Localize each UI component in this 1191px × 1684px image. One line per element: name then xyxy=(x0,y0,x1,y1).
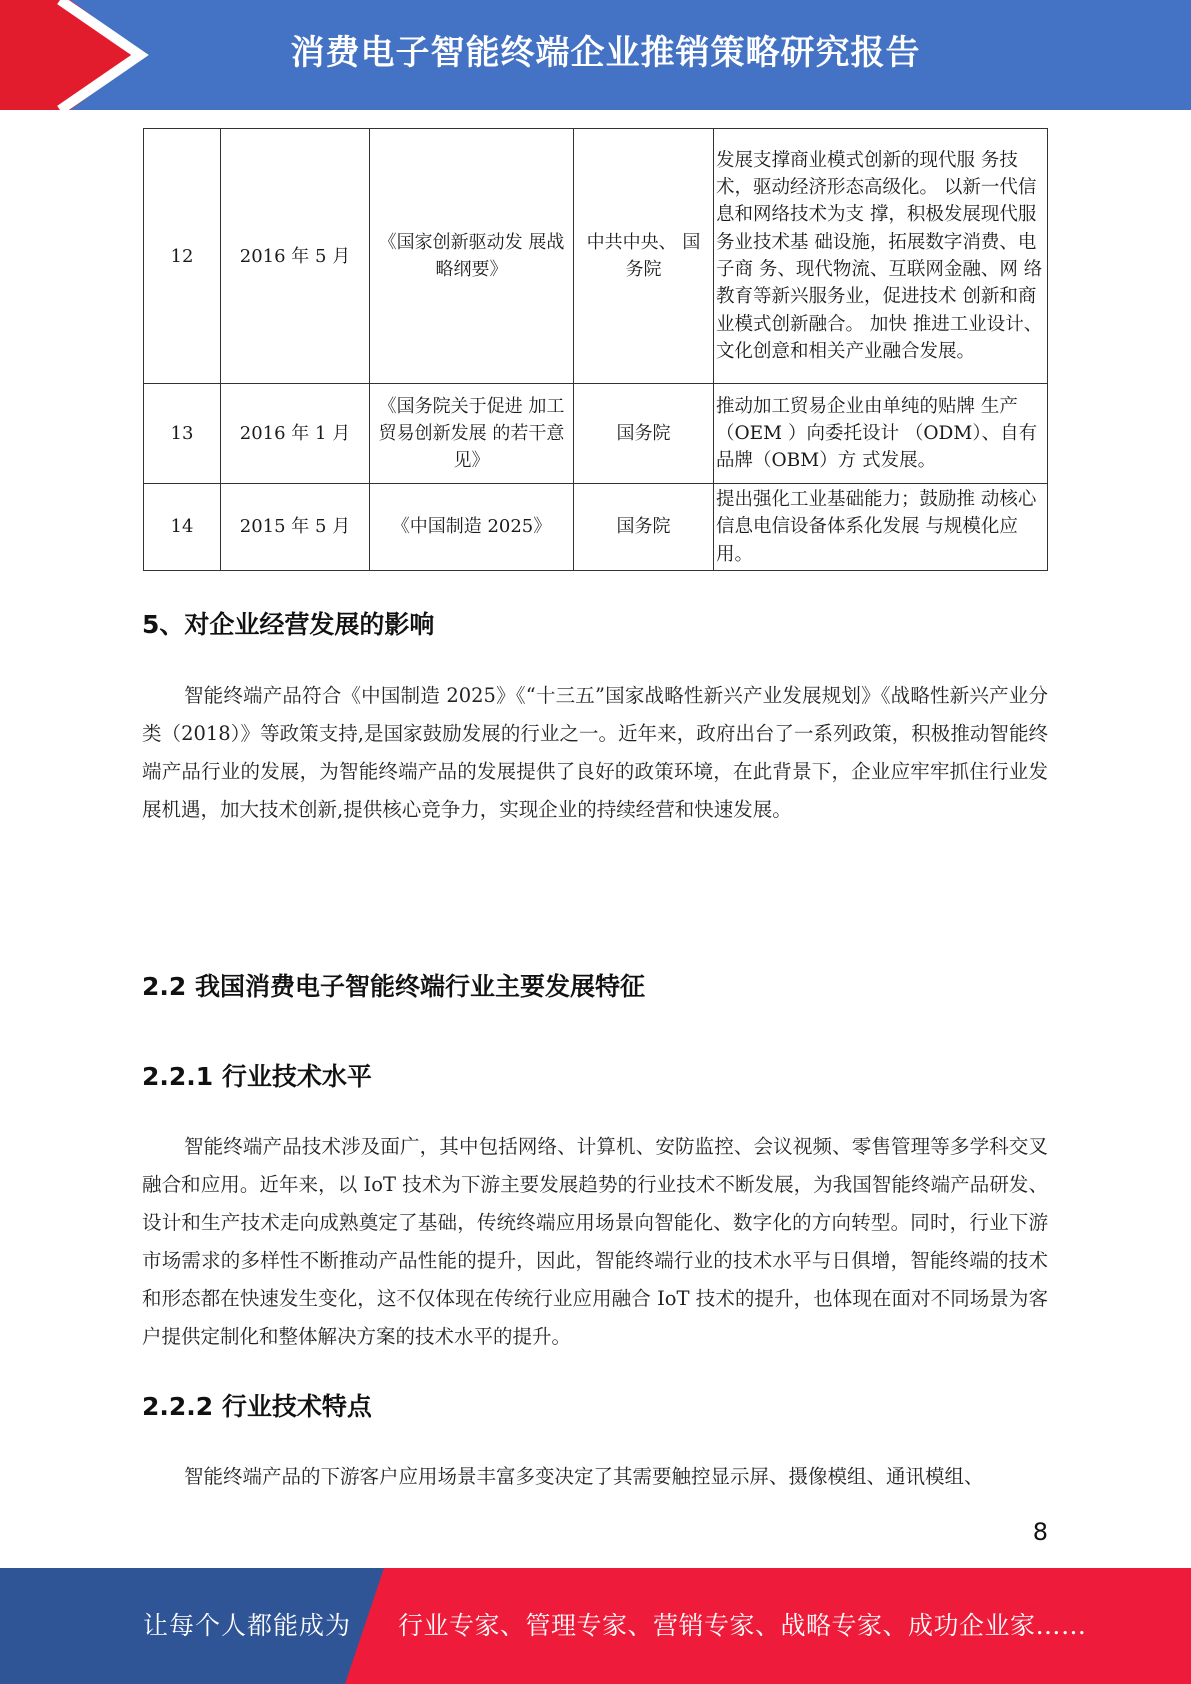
footer-slogan-right: 行业专家、管理专家、营销专家、战略专家、成功企业家…… xyxy=(398,1611,1087,1640)
section-heading: 2.2 我国消费电子智能终端行业主要发展特征 xyxy=(142,972,645,1001)
section-paragraph: 智能终端产品符合《中国制造 2025》《“十三五”国家战略性新兴产业发展规划》《战略性新兴产业分类（2018）》等政策支持,是国家鼓励发展的行业之一。近年来，政府出台了一系列政策，积极推动智能终端产品行业的发展，为智能终端产品的发展提供了良好的政策环境，在此背景下，企业应牢牢抓住行业发展机遇，加大技术创新,提供核心竞争力，实现企业的持续经营和快速发展。 xyxy=(142,684,1048,821)
row-date: 2016 年 1 月 xyxy=(221,384,370,484)
header-banner xyxy=(0,0,1191,110)
section-heading: 5、对企业经营发展的影响 xyxy=(142,610,435,639)
report-title: 消费电子智能终端企业推销策略研究报告 xyxy=(290,33,921,73)
row-number: 13 xyxy=(144,384,221,484)
row-description: 发展支撑商业模式创新的现代服 务技术，驱动经济形态高级化。 以新一代信息和网络技术为支 撑，积极发展现代服务业技术基 础设施，拓展数字消费、电子商 务、现代物流、互联网金融、网 络教育等新兴服务业，促进技术 创新和商业模式创新融合。 加快 推进工业设计、文化创意和相关产业融合发展。 xyxy=(714,129,1048,384)
footer-banner xyxy=(0,1568,1191,1684)
row-date: 2016 年 5 月 xyxy=(221,129,370,384)
section-paragraph: 智能终端产品的下游客户应用场景丰富多变决定了其需要触控显示屏、摄像模组、通讯模组、 xyxy=(184,1465,984,1488)
page-number: 8 xyxy=(1032,1518,1048,1546)
section-paragraph: 智能终端产品技术涉及面广，其中包括网络、计算机、安防监控、会议视频、零售管理等多学科交叉融合和应用。近年来，以 IoT 技术为下游主要发展趋势的行业技术不断发展，为我国智能终端产品研发、设计和生产技术走向成熟奠定了基础，传统终端应用场景向智能化、数字化的方向转型。同时，行业下游市场需求的多样性不断推动产品性能的提升，因此，智能终端行业的技术水平与日俱增，智能终端的技术和形态都在快速发生变化，这不仅体现在传统行业应用融合 IoT 技术的提升，也体现在面对不同场景为客户提供定制化和整体解决方案的技术水平的提升。 xyxy=(142,1135,1048,1348)
footer-slogan-left: 让每个人都能成为 xyxy=(143,1611,352,1640)
subsection-heading: 2.2.1 行业技术水平 xyxy=(142,1062,372,1091)
row-description: 推动加工贸易企业由单纯的贴牌 生产（OEM ）向委托设计 （ODM）、自有品牌（OBM）方 式发展。 xyxy=(714,384,1048,484)
table-row xyxy=(144,484,1048,571)
row-number: 12 xyxy=(144,129,221,384)
row-description: 提出强化工业基础能力；鼓励推 动核心信息电信设备体系化发展 与规模化应用。 xyxy=(714,484,1048,571)
row-issuer: 中共中央、 国务院 xyxy=(574,129,714,384)
row-document: 《国务院关于促进 加工贸易创新发展 的若干意见》 xyxy=(370,384,574,484)
row-issuer: 国务院 xyxy=(574,484,714,571)
table-row xyxy=(144,384,1048,484)
row-number: 14 xyxy=(144,484,221,571)
row-date: 2015 年 5 月 xyxy=(221,484,370,571)
table-row xyxy=(144,129,1048,384)
row-document: 《国家创新驱动发 展战略纲要》 xyxy=(370,129,574,384)
policy-table xyxy=(143,128,1048,571)
row-issuer: 国务院 xyxy=(574,384,714,484)
subsection-heading: 2.2.2 行业技术特点 xyxy=(142,1392,372,1421)
row-document: 《中国制造 2025》 xyxy=(370,484,574,571)
